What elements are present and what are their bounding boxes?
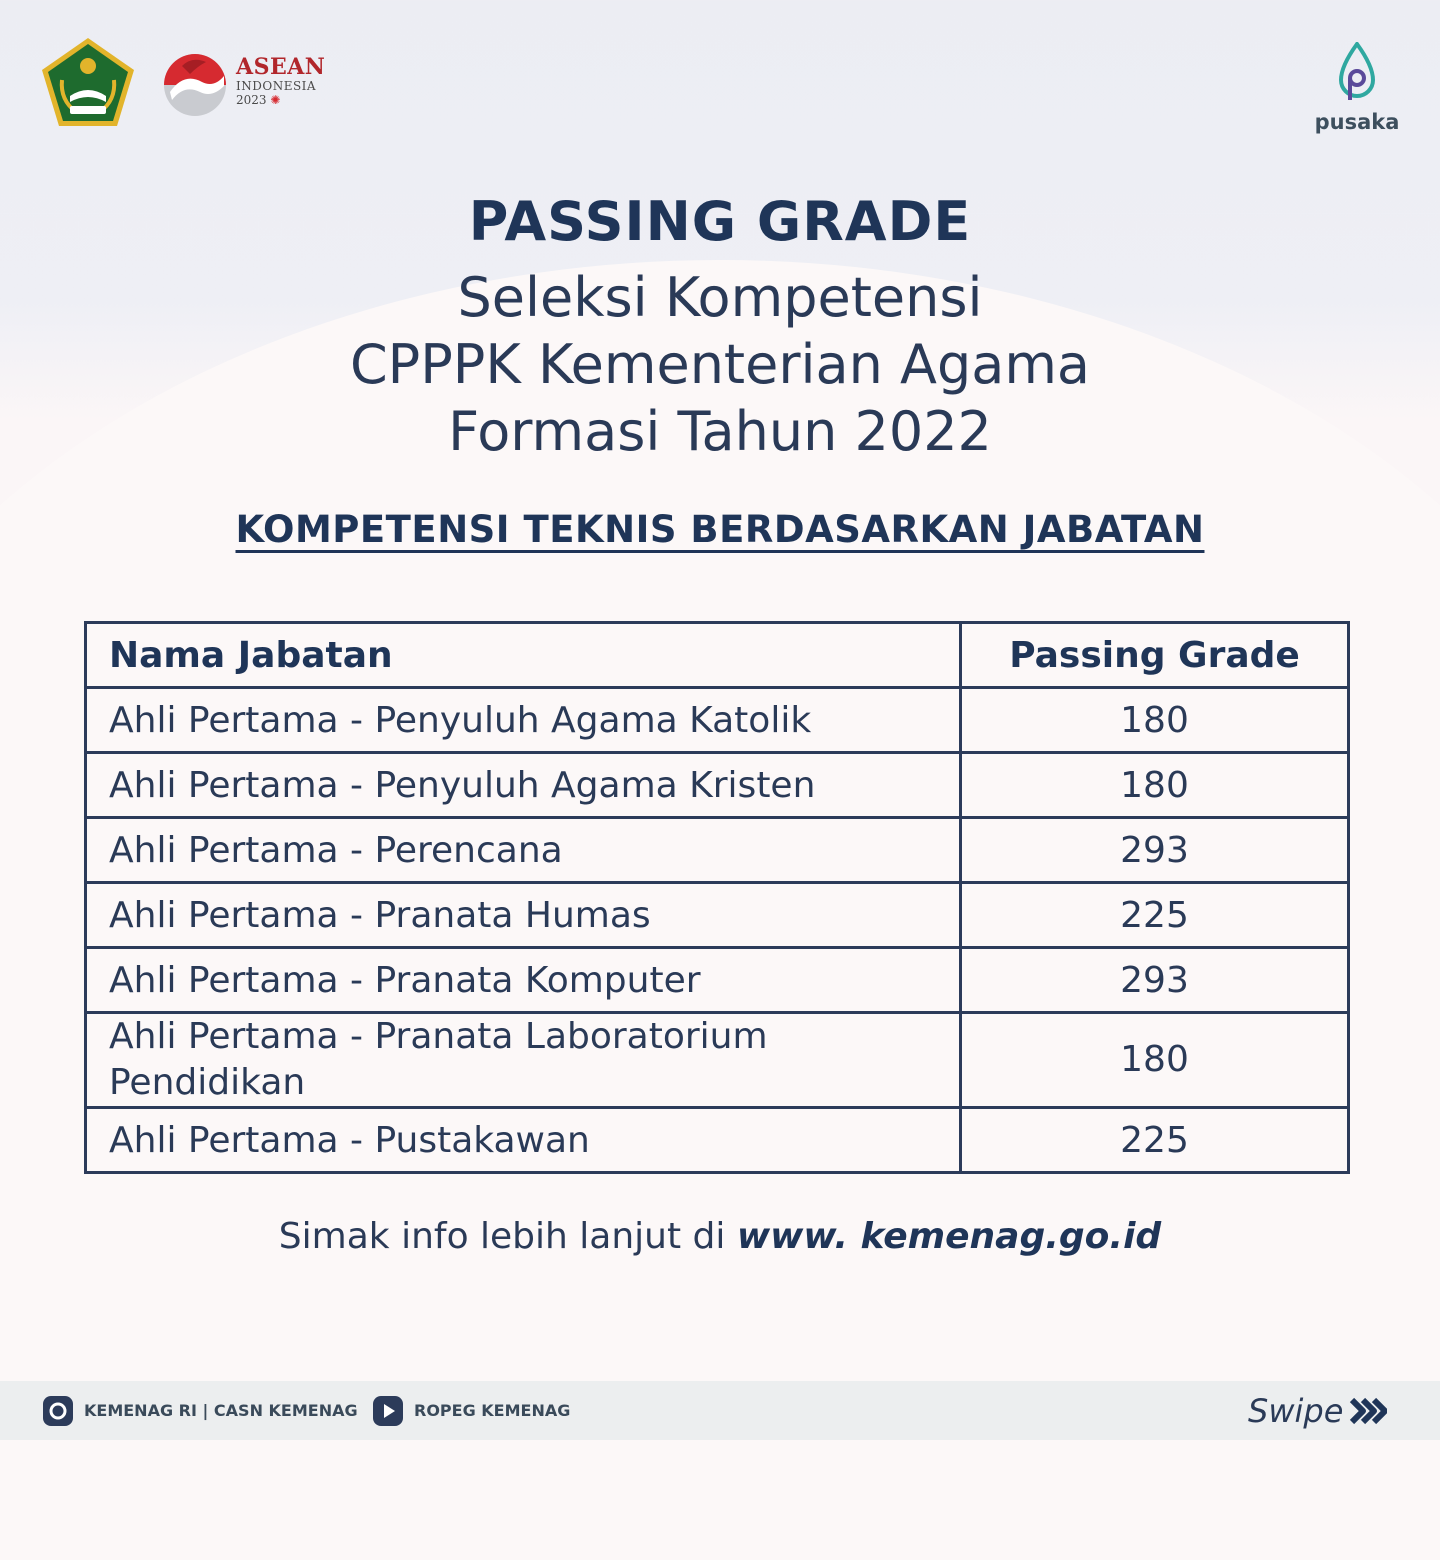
footer-bar <box>0 1381 1440 1440</box>
passing-grade-table <box>84 621 1350 1174</box>
asean-emblem-icon <box>162 52 228 118</box>
kemenag-logo <box>40 36 136 128</box>
table-row <box>86 883 1349 948</box>
page-title: PASSING GRADE <box>468 190 972 253</box>
subtitle-line1: Seleksi Kompetensi <box>457 266 983 329</box>
cell-jabatan-line2: Pendidikan <box>109 1062 306 1103</box>
subtitle-line3: Formasi Tahun 2022 <box>448 400 992 463</box>
cell-grade: 225 <box>961 1108 1349 1173</box>
cell-jabatan-line1: Ahli Pertama - Pranata Laboratorium <box>109 1016 768 1057</box>
cell-jabatan: Ahli Pertama - Penyuluh Agama Kristen <box>86 753 961 818</box>
asean-logo <box>162 52 326 118</box>
table-row <box>86 688 1349 753</box>
cell-jabatan: Ahli Pertama - Pranata Komputer <box>86 948 961 1013</box>
cell-jabatan: Ahli Pertama - Perencana <box>86 818 961 883</box>
header-passing-grade: Passing Grade <box>961 623 1349 688</box>
page-subtitle <box>0 264 1440 465</box>
table-row <box>86 948 1349 1013</box>
table-row <box>86 753 1349 818</box>
subtitle-line2: CPPPK Kementerian Agama <box>349 333 1091 396</box>
swipe-hint[interactable] <box>1248 1381 1387 1440</box>
asean-line2: INDONESIA <box>236 79 317 93</box>
cell-grade: 180 <box>961 753 1349 818</box>
cell-grade: 180 <box>961 688 1349 753</box>
table-header-row <box>86 623 1349 688</box>
pusaka-label: pusaka <box>1314 110 1400 134</box>
table-row <box>86 818 1349 883</box>
double-chevron-right-icon <box>1349 1396 1387 1426</box>
table-row <box>86 1013 1349 1108</box>
asean-line3: 2023 ✺ <box>236 93 281 107</box>
pusaka-drop-icon <box>1337 42 1377 104</box>
header-nama-jabatan: Nama Jabatan <box>86 623 961 688</box>
swipe-label: Swipe <box>1248 1391 1344 1430</box>
table-row <box>86 1108 1349 1173</box>
footer-youtube[interactable] <box>372 1381 570 1440</box>
pusaka-logo <box>1314 42 1400 132</box>
cell-grade: 225 <box>961 883 1349 948</box>
cell-jabatan: Ahli Pertama - Penyuluh Agama Katolik <box>86 688 961 753</box>
kemenag-emblem-icon <box>40 36 136 128</box>
cell-grade: 293 <box>961 818 1349 883</box>
cell-grade: 180 <box>961 1013 1349 1108</box>
cell-jabatan <box>86 1013 961 1108</box>
section-title: KOMPETENSI TEKNIS BERDASARKAN JABATAN <box>235 508 1205 551</box>
website-link[interactable]: www. kemenag.go.id <box>736 1216 1162 1257</box>
footer-youtube-label: ROPEG KEMENAG <box>414 1401 571 1420</box>
footer-social-label: KEMENAG RI | CASN KEMENAG <box>84 1401 358 1420</box>
footer-social[interactable] <box>42 1381 358 1440</box>
youtube-icon <box>372 1395 404 1427</box>
cell-jabatan: Ahli Pertama - Pustakawan <box>86 1108 961 1173</box>
cell-grade: 293 <box>961 948 1349 1013</box>
asean-line1: ASEAN <box>236 54 326 80</box>
info-line <box>0 1216 1440 1257</box>
social-media-icon <box>42 1395 74 1427</box>
cell-jabatan: Ahli Pertama - Pranata Humas <box>86 883 961 948</box>
info-text: Simak info lebih lanjut di <box>278 1216 726 1257</box>
asean-wordmark <box>236 56 325 106</box>
